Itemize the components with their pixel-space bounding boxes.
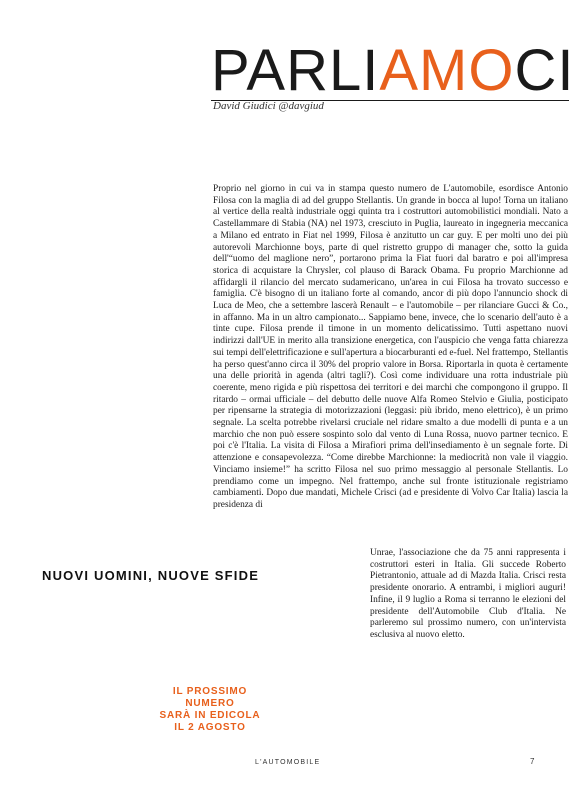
promo-line-2: NUMERO: [185, 698, 235, 709]
masthead-title: [211, 38, 575, 103]
next-issue-promo: [140, 686, 280, 734]
article-body: [213, 184, 568, 512]
masthead-part-3: CI: [514, 38, 575, 103]
promo-line-3: SARÀ IN EDICOLA: [159, 710, 261, 721]
promo-line-1: IL PROSSIMO: [172, 686, 248, 697]
section-heading: NUOVI UOMINI, NUOVE SFIDE: [42, 568, 260, 583]
promo-line-4: IL 2 AGOSTO: [174, 722, 246, 733]
masthead-part-1: PARLI: [211, 38, 380, 103]
footer-brand: L'AUTOMOBILE: [255, 759, 321, 766]
article-continuation: Unrae, l'associazione che da 75 anni rappresenta i costruttori esteri in Italia. Gli succede Roberto Pietrantonio, attuale ad di Mazda Italia. Crisci resta presidente onorario. A entrambi, i migliori auguri! Infine, il 9 luglio a Roma si terranno le elezioni del presidente dell'Automobile Club d'Italia. Ne parleremo sul prossimo numero, con un'intervista esclusiva al nuovo eletto.: [370, 548, 566, 640]
page-number: 7: [530, 757, 535, 766]
article-paragraph: Proprio nel giorno in cui va in stampa questo numero de L'automobile, esordisce Antonio Filosa con la maglia di ad del gruppo Stellantis. Un grande in bocca al lupo! Torna un italiano al vertice della realtà industriale oggi quinta tra i costruttori automobilistici mondiali. Nato a Castellammare di Stabia (NA) nel 1973, cresciuto in Puglia, laureato in ingegneria meccanica a Milano ed entrato in Fiat nel 1999, Filosa è anzitutto un car guy. E per molti uno dei più autorevoli Marchionne boys, parte di quel ristretto gruppo di manager che, sotto la guida dell'“uomo del maglione nero”, portarono prima la Fiat fuori dal baratro e poi all'impresa storica di acquistare la Chrysler, col plauso di Barack Obama. Fu proprio Marchionne ad affidargli il rilancio del mercato sudamericano, un'area in cui Filosa ha trovato successo e famiglia. C'è bisogno di un italiano forte al comando, ancor di più dopo l'annuncio shock di Luca de Meo, che a settembre lascerà Renault – e l'automobile – per rilanciare Gucci & Co., in affanno. Ma in un altro campionato... Sappiamo bene, invece, che lo scenario dell'auto è a tinte cupe. Filosa prende il timone in un momento delicatissimo. Tutti aspettano nuovi indirizzi dall'UE in merito alla transizione energetica, con l'auspicio che venga fatta chiarezza sui tempi dell'elettrificazione e sull'apertura a biocarburanti ed e-fuel. Nel frattempo, Stellantis ha perso quest'anno circa il 30% del proprio valore in Borsa. Riportarla in quota è certamente una delle priorità in agenda (altri tagli?). Così come individuare una rotta industriale più coerente, meno rigida e più rispettosa dei territori e dei marchi che compongono il gruppo. Il ritardo – ormai ufficiale – del debutto delle nuove Alfa Romeo Stelvio e Giulia, posticipato per ripensarne la strategia di motorizzazioni (leggasi: più ibrido, meno elettrico), è un primo segnale. La scelta potrebbe rivelarsi cruciale nel ridare smalto a due modelli di punta e a un marchio che non può essere sospinto solo dal vento di Luna Rossa, nuovo partner tecnico. E poi c'è l'Italia. La visita di Filosa a Mirafiori prima dell'insediamento è un segnale forte. Di attenzione e consapevolezza. “Come direbbe Marchionne: la mediocrità non vale il viaggio. Vinciamo insieme!” ha scritto Filosa nel suo primo messaggio al personale Stellantis. Lo prendiamo come un impegno. Nel frattempo, anche sul fronte istituzionale registriamo cambiamenti. Dopo due mandati, Michele Crisci (ad e presidente di Volvo Car Italia) lascia la presidenza di: [213, 184, 568, 510]
article-continuation-column: [370, 548, 566, 642]
byline: David Giudici @davgiud: [213, 100, 324, 112]
masthead-part-2: AMO: [379, 38, 515, 103]
